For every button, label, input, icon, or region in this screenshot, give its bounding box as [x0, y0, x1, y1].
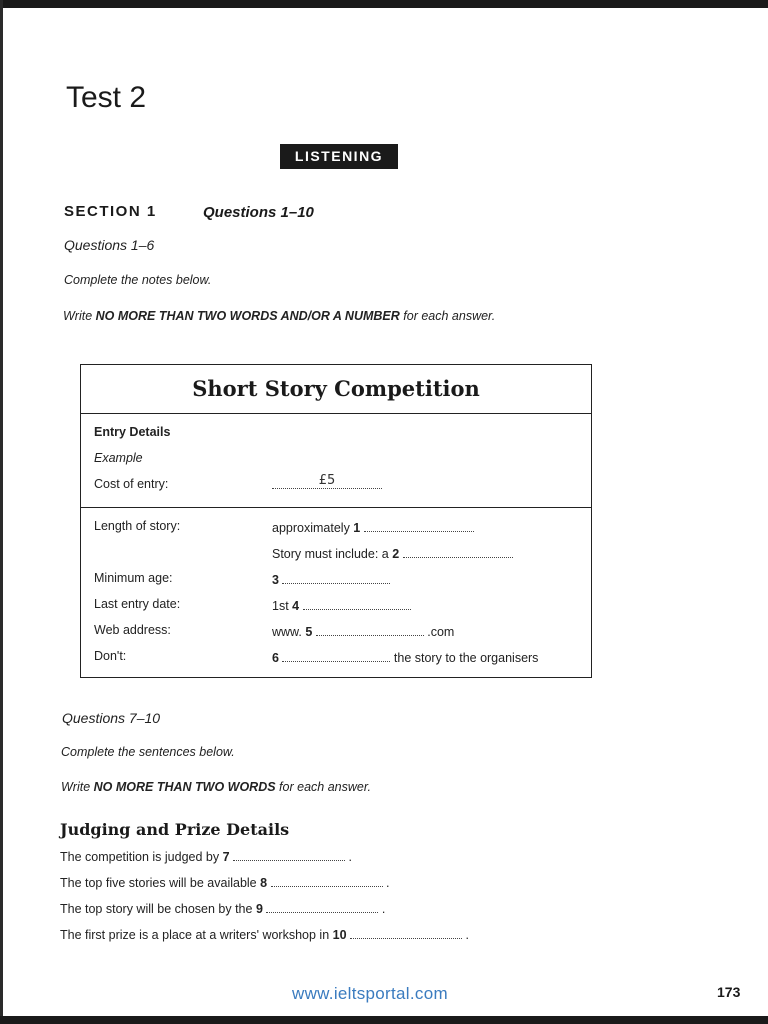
- page-number: 173: [717, 984, 741, 1000]
- answer-field-1[interactable]: approximately 1: [272, 521, 474, 535]
- answer-field-6[interactable]: 6 the story to the organisers: [272, 651, 539, 665]
- part1-instruction: Complete the notes below.: [64, 273, 212, 287]
- example-label: Example: [94, 451, 143, 465]
- footer-url-link[interactable]: www.ieltsportal.com: [292, 984, 448, 1003]
- bottom-edge-bar: [0, 1016, 768, 1024]
- questions-1-6-label: Questions 1–6: [64, 237, 155, 253]
- answer-blank-9[interactable]: [266, 902, 378, 913]
- answer-blank-3[interactable]: [282, 573, 390, 584]
- row-label-length: Length of story:: [94, 519, 181, 533]
- sentence-7[interactable]: The competition is judged by 7 .: [60, 850, 352, 864]
- answer-blank-5[interactable]: [316, 625, 424, 636]
- answer-blank-10[interactable]: [350, 928, 462, 939]
- answer-blank-1[interactable]: [364, 521, 474, 532]
- sentence-10[interactable]: The first prize is a place at a writers' workshop in 10 .: [60, 928, 469, 942]
- answer-field-3[interactable]: 3: [272, 573, 390, 587]
- answer-blank-4[interactable]: [303, 599, 411, 610]
- example-answer: £5: [272, 473, 382, 489]
- sentence-8[interactable]: The top five stories will be available 8 .: [60, 876, 390, 890]
- questions-7-10-label: Questions 7–10: [62, 710, 161, 726]
- answer-field-2[interactable]: Story must include: a 2: [272, 547, 513, 561]
- listening-banner: LISTENING: [280, 144, 398, 169]
- notes-box-title: Short Story Competition: [192, 376, 480, 401]
- notes-box: [80, 364, 592, 678]
- part1-word-limit: Write NO MORE THAN TWO WORDS AND/OR A NUMBER for each answer.: [63, 309, 496, 323]
- example-row-label: Cost of entry:: [94, 477, 169, 491]
- row-label-minimum-age: Minimum age:: [94, 571, 173, 585]
- answer-blank-8[interactable]: [271, 876, 383, 887]
- left-edge-shadow: [0, 0, 3, 1024]
- notes-box-divider: [81, 507, 591, 508]
- section-questions: Questions 1–10: [203, 204, 314, 221]
- row-label-last-entry-date: Last entry date:: [94, 597, 181, 611]
- row-label-dont: Don't:: [94, 649, 127, 663]
- row-label-web-address: Web address:: [94, 623, 171, 637]
- entry-details-heading: Entry Details: [94, 425, 171, 439]
- part2-word-limit: Write NO MORE THAN TWO WORDS for each answer.: [61, 780, 371, 794]
- answer-blank-6[interactable]: [282, 651, 390, 662]
- section-label: SECTION 1: [64, 203, 157, 220]
- notes-box-header: [81, 365, 591, 414]
- answer-field-5[interactable]: www. 5 .com: [272, 625, 455, 639]
- judging-heading: Judging and Prize Details: [60, 820, 290, 839]
- answer-blank-2[interactable]: [403, 547, 513, 558]
- answer-blank-7[interactable]: [233, 850, 345, 861]
- page-title: Test 2: [66, 81, 147, 114]
- answer-field-4[interactable]: 1st 4: [272, 599, 411, 613]
- part2-instruction: Complete the sentences below.: [61, 745, 235, 759]
- example-answer-field: [272, 473, 382, 489]
- sentence-9[interactable]: The top story will be chosen by the 9 .: [60, 902, 386, 916]
- top-edge-bar: [0, 0, 768, 8]
